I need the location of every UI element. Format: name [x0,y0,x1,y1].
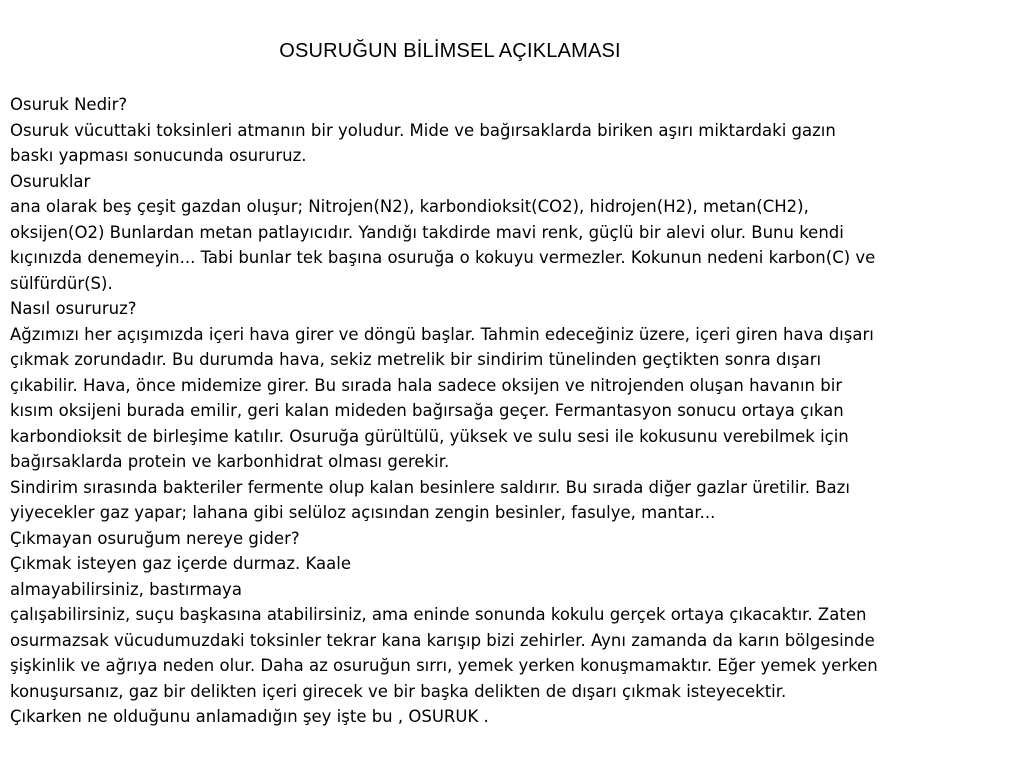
text-line-heading-gases: Osuruklar [10,171,91,191]
text-line: konuşursanız, gaz bir delikten içeri girecek ve bir başka delikten de dışarı çıkmak isteyecektir. [10,681,787,701]
text-line-heading-where: Çıkmayan osuruğum nereye gider? [10,528,300,548]
text-line: ana olarak beş çeşit gazdan oluşur; Nitrojen(N2), karbondioksit(CO2), hidrojen(H2), metan(CH2), [10,197,809,216]
text-line: sülfürdür(S). [10,273,113,293]
text-line: Ağzımızı her açışımızda içeri hava girer ve döngü başlar. Tahmin edeceğiniz üzere, içeri giren hava dışarı [10,324,874,344]
text-line: çıkabilir. Hava, önce midemize girer. Bu sırada hala sadece oksijen ve nitrojenden oluşan havanın bir [10,375,843,395]
text-line: karbondioksit de birleşime katılır. Osuruğa gürültülü, yüksek ve sulu sesi ile kokusunu verebilmek için [10,426,849,446]
text-line: kısım oksijeni burada emilir, geri kalan mideden bağırsağa geçer. Fermantasyon sonucu ortaya çıkan [10,401,844,420]
text-line: baskı yapması sonucunda osururuz. [10,146,307,165]
text-line: çıkmak zorundadır. Bu durumda hava, sekiz metrelik bir sindirim tünelinden geçtikten sonra dışarı [10,350,822,369]
text-line: Çıkmak isteyen gaz içerde durmaz. Kaale [10,554,351,573]
text-line: şişkinlik ve ağrıya neden olur. Daha az osuruğun sırrı, yemek yerken konuşmamaktır. Eğer yemek yerken [10,656,878,675]
text-line: almayabilirsiniz, bastırmaya [10,579,242,599]
text-line: Çıkarken ne olduğunu anlamadığın şey işte bu , OSURUK . [10,707,489,726]
text-line: Sindirim sırasında bakteriler fermente olup kalan besinlere saldırır. Bu sırada diğer gazlar üretilir. Bazı [10,477,850,497]
text-line-heading-how: Nasıl osururuz? [10,299,137,318]
text-line: oksijen(O2) Bunlardan metan patlayıcıdır. Yandığı takdirde mavi renk, güçlü bir alevi olur. Bunu kendi [10,222,844,242]
text-line: çalışabilirsiniz, suçu başkasına atabilirsiniz, ama eninde sonunda kokulu gerçek ortaya çıkacaktır. Zaten [10,605,867,624]
text-line: yiyecekler gaz yapar; lahana gibi selüloz açısından zengin besinler, fasulye, mantar... [10,503,716,522]
text-line: Osuruk vücuttaki toksinleri atmanın bir yoludur. Mide ve bağırsaklarda biriken aşırı miktardaki gazın [10,120,836,140]
document-body [10,92,1014,730]
text-line: bağırsaklarda protein ve karbonhidrat olması gerekir. [10,452,450,471]
page-title: OSURUĞUN BİLİMSEL AÇIKLAMASI [279,40,621,62]
text-line-heading-what: Osuruk Nedir? [10,95,128,114]
text-line: kıçınızda denemeyin... Tabi bunlar tek başına osuruğa o kokuyu vermezler. Kokunun nedeni karbon(C) ve [10,248,876,267]
text-line: osurmazsak vücudumuzdaki toksinler tekrar kana karışıp bizi zehirler. Aynı zamanda da karın bölgesinde [10,630,875,650]
